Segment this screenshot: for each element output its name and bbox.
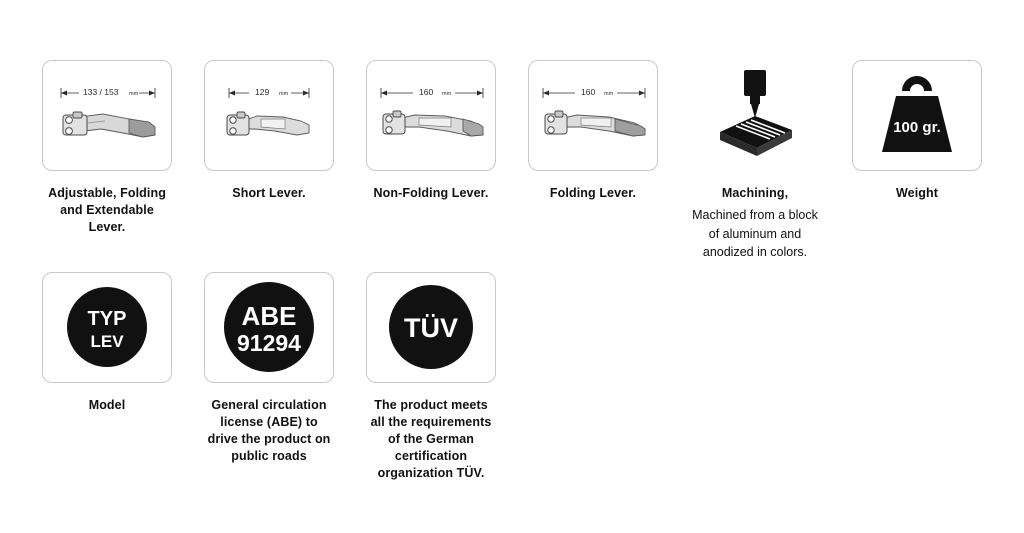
feature-row-2 [42,272,528,481]
subtext-machining: Machined from a block of aluminum and anodized in colors. [692,207,818,260]
dimension-value-folding: 160 [581,87,596,97]
caption-abe: General circulation license (ABE) to drive the product on public roads [207,398,331,463]
caption-model: Model [88,398,126,412]
caption-short-lever: Short Lever. [232,186,306,200]
weight-icon [858,66,976,166]
caption-machining: Machining, [721,186,789,200]
feature-cell-tuv [366,272,496,481]
feature-cell-machining [690,60,820,262]
tuv-badge-line-1: TÜV [404,313,458,343]
feature-cell-short-lever [204,60,334,202]
dimension-unit-folding: mm [604,91,614,97]
feature-cell-weight [852,60,982,202]
caption-tuv: The product meets all the requirements of the German certification organization TÜV. [370,398,492,480]
lever-folding-icon [529,61,657,170]
model-badge-line-1: TYP [87,308,127,330]
caption-adjustable-lever: Adjustable, Folding and Extendable Lever. [48,186,166,234]
icon-box-folding-lever [528,60,658,171]
lever-non-folding-icon [367,61,495,170]
lever-short-icon [205,61,333,170]
dimension-unit-non-folding: mm [442,91,452,97]
feature-cell-model [42,272,172,414]
caption-folding-lever: Folding Lever. [549,186,637,200]
dimension-unit-short: mm [279,91,289,97]
abe-badge-line-2: 91294 [237,330,301,356]
caption-weight: Weight [895,186,939,200]
icon-box-abe [204,272,334,383]
caption-non-folding-lever: Non-Folding Lever. [373,186,489,200]
dimension-value-short: 129 [255,87,270,97]
weight-value: 100 gr. [893,118,941,136]
abe-badge-line-1: ABE [241,301,297,331]
icon-box-short-lever [204,60,334,171]
cnc-machining-icon [700,66,810,166]
feature-cell-adjustable-lever [42,60,172,236]
icon-box-adjustable-lever [42,60,172,171]
icon-box-non-folding-lever [366,60,496,171]
feature-row-1 [42,60,1014,262]
feature-cell-abe [204,272,334,465]
icon-box-tuv [366,272,496,383]
abe-badge-icon [205,273,333,382]
lever-adjustable-icon [43,61,171,170]
icon-box-model [42,272,172,383]
icon-box-machining [690,60,820,171]
dimension-unit-adjustable: mm [129,91,139,97]
model-badge-line-2: LEV [90,332,124,351]
feature-cell-folding-lever [528,60,658,202]
dimension-value-adjustable: 133 / 153 [83,87,119,97]
icon-box-weight [852,60,982,171]
model-badge-icon [43,273,171,382]
feature-cell-non-folding-lever [366,60,496,202]
dimension-value-non-folding: 160 [419,87,434,97]
tuv-badge-icon [367,273,495,382]
